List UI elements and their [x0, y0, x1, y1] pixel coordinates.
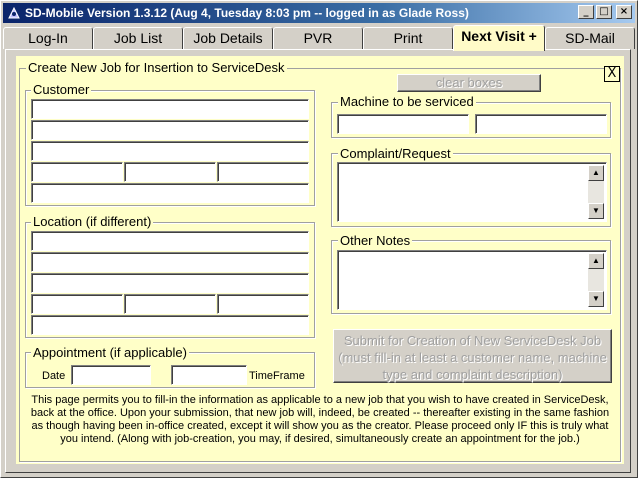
- tab-bar: [3, 25, 635, 49]
- location-state-field[interactable]: [124, 294, 216, 314]
- location-zip-field[interactable]: [217, 294, 309, 314]
- tab-pvr[interactable]: PVR: [273, 27, 363, 49]
- customer-label: Customer: [33, 82, 90, 97]
- form-title: Create New Job for Insertion to ServiceDesk: [28, 60, 285, 75]
- other-notes-label: Other Notes: [340, 233, 411, 248]
- scroll-down-icon[interactable]: ▼: [588, 291, 604, 307]
- location-name-field[interactable]: [31, 231, 309, 251]
- scroll-up-icon[interactable]: ▲: [588, 165, 604, 181]
- other-notes-scrollbar[interactable]: [588, 253, 604, 307]
- other-notes-textarea[interactable]: [337, 250, 607, 310]
- location-phone-field[interactable]: [31, 315, 309, 335]
- clear-boxes-button[interactable]: clear boxes: [397, 74, 541, 92]
- tab-next-visit[interactable]: Next Visit +: [453, 25, 545, 51]
- appointment-label: Appointment (if applicable): [33, 345, 187, 360]
- customer-name-field[interactable]: [31, 99, 309, 119]
- scroll-down-icon[interactable]: ▼: [588, 203, 604, 219]
- complaint-label: Complaint/Request: [340, 146, 451, 161]
- close-window-button[interactable]: [616, 5, 632, 19]
- tab-log-in[interactable]: Log-In: [3, 27, 93, 49]
- maximize-button[interactable]: [596, 5, 612, 19]
- instructions-text: This page permits you to fill-in the information as applicable to a new job that you wish to have created in ServiceDesk, back at the office. Upon your submission, that new job will, indeed, be created -- thereafter existing in the same fashion as though having been in-office created, except it will show you as the creator. Please proceed only IF this is truly what you intend. (Along with job-creation, you may, if desired, simultaneously create an appointment for the job.): [30, 394, 610, 445]
- location-address2-field[interactable]: [31, 273, 309, 293]
- scroll-up-icon[interactable]: ▲: [588, 253, 604, 269]
- close-form-button[interactable]: [604, 66, 620, 82]
- date-label: Date: [42, 370, 66, 382]
- close-icon: ×: [619, 6, 629, 17]
- machine-label: Machine to be serviced: [340, 94, 474, 109]
- customer-city-field[interactable]: [31, 162, 123, 182]
- location-address-field[interactable]: [31, 252, 309, 272]
- customer-address2-field[interactable]: [31, 141, 309, 161]
- tab-print[interactable]: Print: [363, 27, 453, 49]
- location-city-field[interactable]: [31, 294, 123, 314]
- title-bar[interactable]: [3, 3, 635, 23]
- tab-job-details[interactable]: Job Details: [183, 27, 273, 49]
- tab-job-list[interactable]: Job List: [93, 27, 183, 49]
- customer-state-field[interactable]: [124, 162, 216, 182]
- minimize-icon: _: [583, 6, 589, 17]
- customer-phone-field[interactable]: [31, 183, 309, 203]
- customer-address-field[interactable]: [31, 120, 309, 140]
- submit-new-job-button[interactable]: Submit for Creation of New ServiceDesk Job (must fill-in at least a customer name, machine type and complaint description): [333, 329, 612, 383]
- tab-sd-mail[interactable]: SD-Mail: [545, 27, 635, 49]
- complaint-scrollbar[interactable]: [588, 165, 604, 219]
- window-title: SD-Mobile Version 1.3.12 (Aug 4, Tuesday 8:03 pm -- logged in as Glade Ross): [25, 6, 469, 20]
- location-label: Location (if different): [33, 214, 152, 229]
- machine-make-field[interactable]: [337, 114, 469, 134]
- appointment-date-field[interactable]: [71, 365, 151, 385]
- minimize-button[interactable]: [578, 5, 594, 19]
- maximize-icon: □: [599, 6, 609, 17]
- complaint-textarea[interactable]: [337, 162, 607, 222]
- new-job-form: [16, 56, 624, 464]
- timeframe-label: TimeFrame: [249, 370, 305, 382]
- tab-panel: [5, 49, 631, 473]
- appointment-timeframe-field[interactable]: [171, 365, 247, 385]
- customer-zip-field[interactable]: [217, 162, 309, 182]
- app-logo-icon: [6, 5, 22, 21]
- machine-type-field[interactable]: [475, 114, 607, 134]
- close-icon: X: [607, 66, 617, 81]
